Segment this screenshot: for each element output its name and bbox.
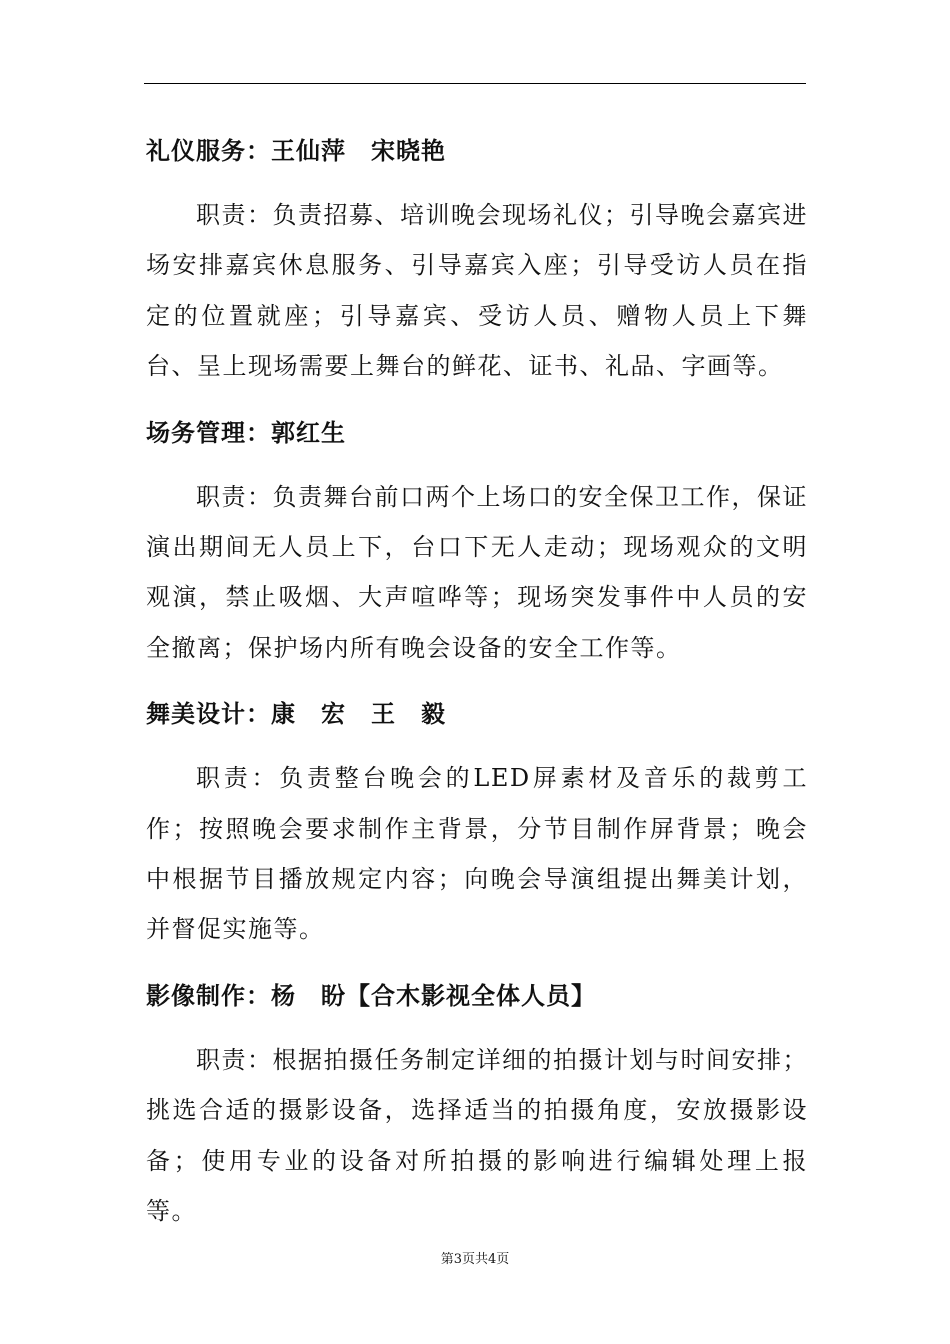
section-paragraph: 职责：根据拍摄任务制定详细的拍摄计划与时间安排；挑选合适的摄影设备，选择适当的拍摄角度，安放摄影设备；使用专业的设备对所拍摄的影响进行编辑处理上报等。 <box>146 1045 808 1226</box>
section-paragraph: 职责：负责招募、培训晚会现场礼仪；引导晚会嘉宾进场安排嘉宾休息服务、引导嘉宾入座；引导受访人员在指定的位置就座；引导嘉宾、受访人员、赠物人员上下舞台、呈上现场需要上舞台的鲜花、证书、礼品、字画等。 <box>146 201 808 381</box>
section-paragraph: 职责：负责舞台前口两个上场口的安全保卫工作，保证演出期间无人员上下，台口下无人走动；现场观众的文明观演，禁止吸烟、大声喧哗等；现场突发事件中人员的安全撤离；保护场内所有晚会设备的安全工作等。 <box>146 482 808 662</box>
section-heading: 场务管理：郭红生 <box>146 418 346 447</box>
section-heading: 礼仪服务：王仙萍 宋晓艳 <box>146 137 446 165</box>
header-rule <box>144 83 806 84</box>
section-ceremony <box>146 126 808 392</box>
section-stage-design <box>146 689 808 955</box>
section-video-production <box>146 971 808 1237</box>
document-body <box>146 126 808 1253</box>
section-paragraph: 职责：负责整台晚会的LED屏素材及音乐的裁剪工作；按照晚会要求制作主背景，分节目制作屏背景；晚会中根据节目播放规定内容；向晚会导演组提出舞美计划，并督促实施等。 <box>146 764 808 944</box>
section-venue-management <box>146 408 808 674</box>
section-heading: 舞美设计：康 宏 王 毅 <box>146 700 446 729</box>
section-heading: 影像制作：杨 盼【合木影视全体人员】 <box>146 981 596 1010</box>
page-number: 第3页共4页 <box>440 1252 510 1267</box>
